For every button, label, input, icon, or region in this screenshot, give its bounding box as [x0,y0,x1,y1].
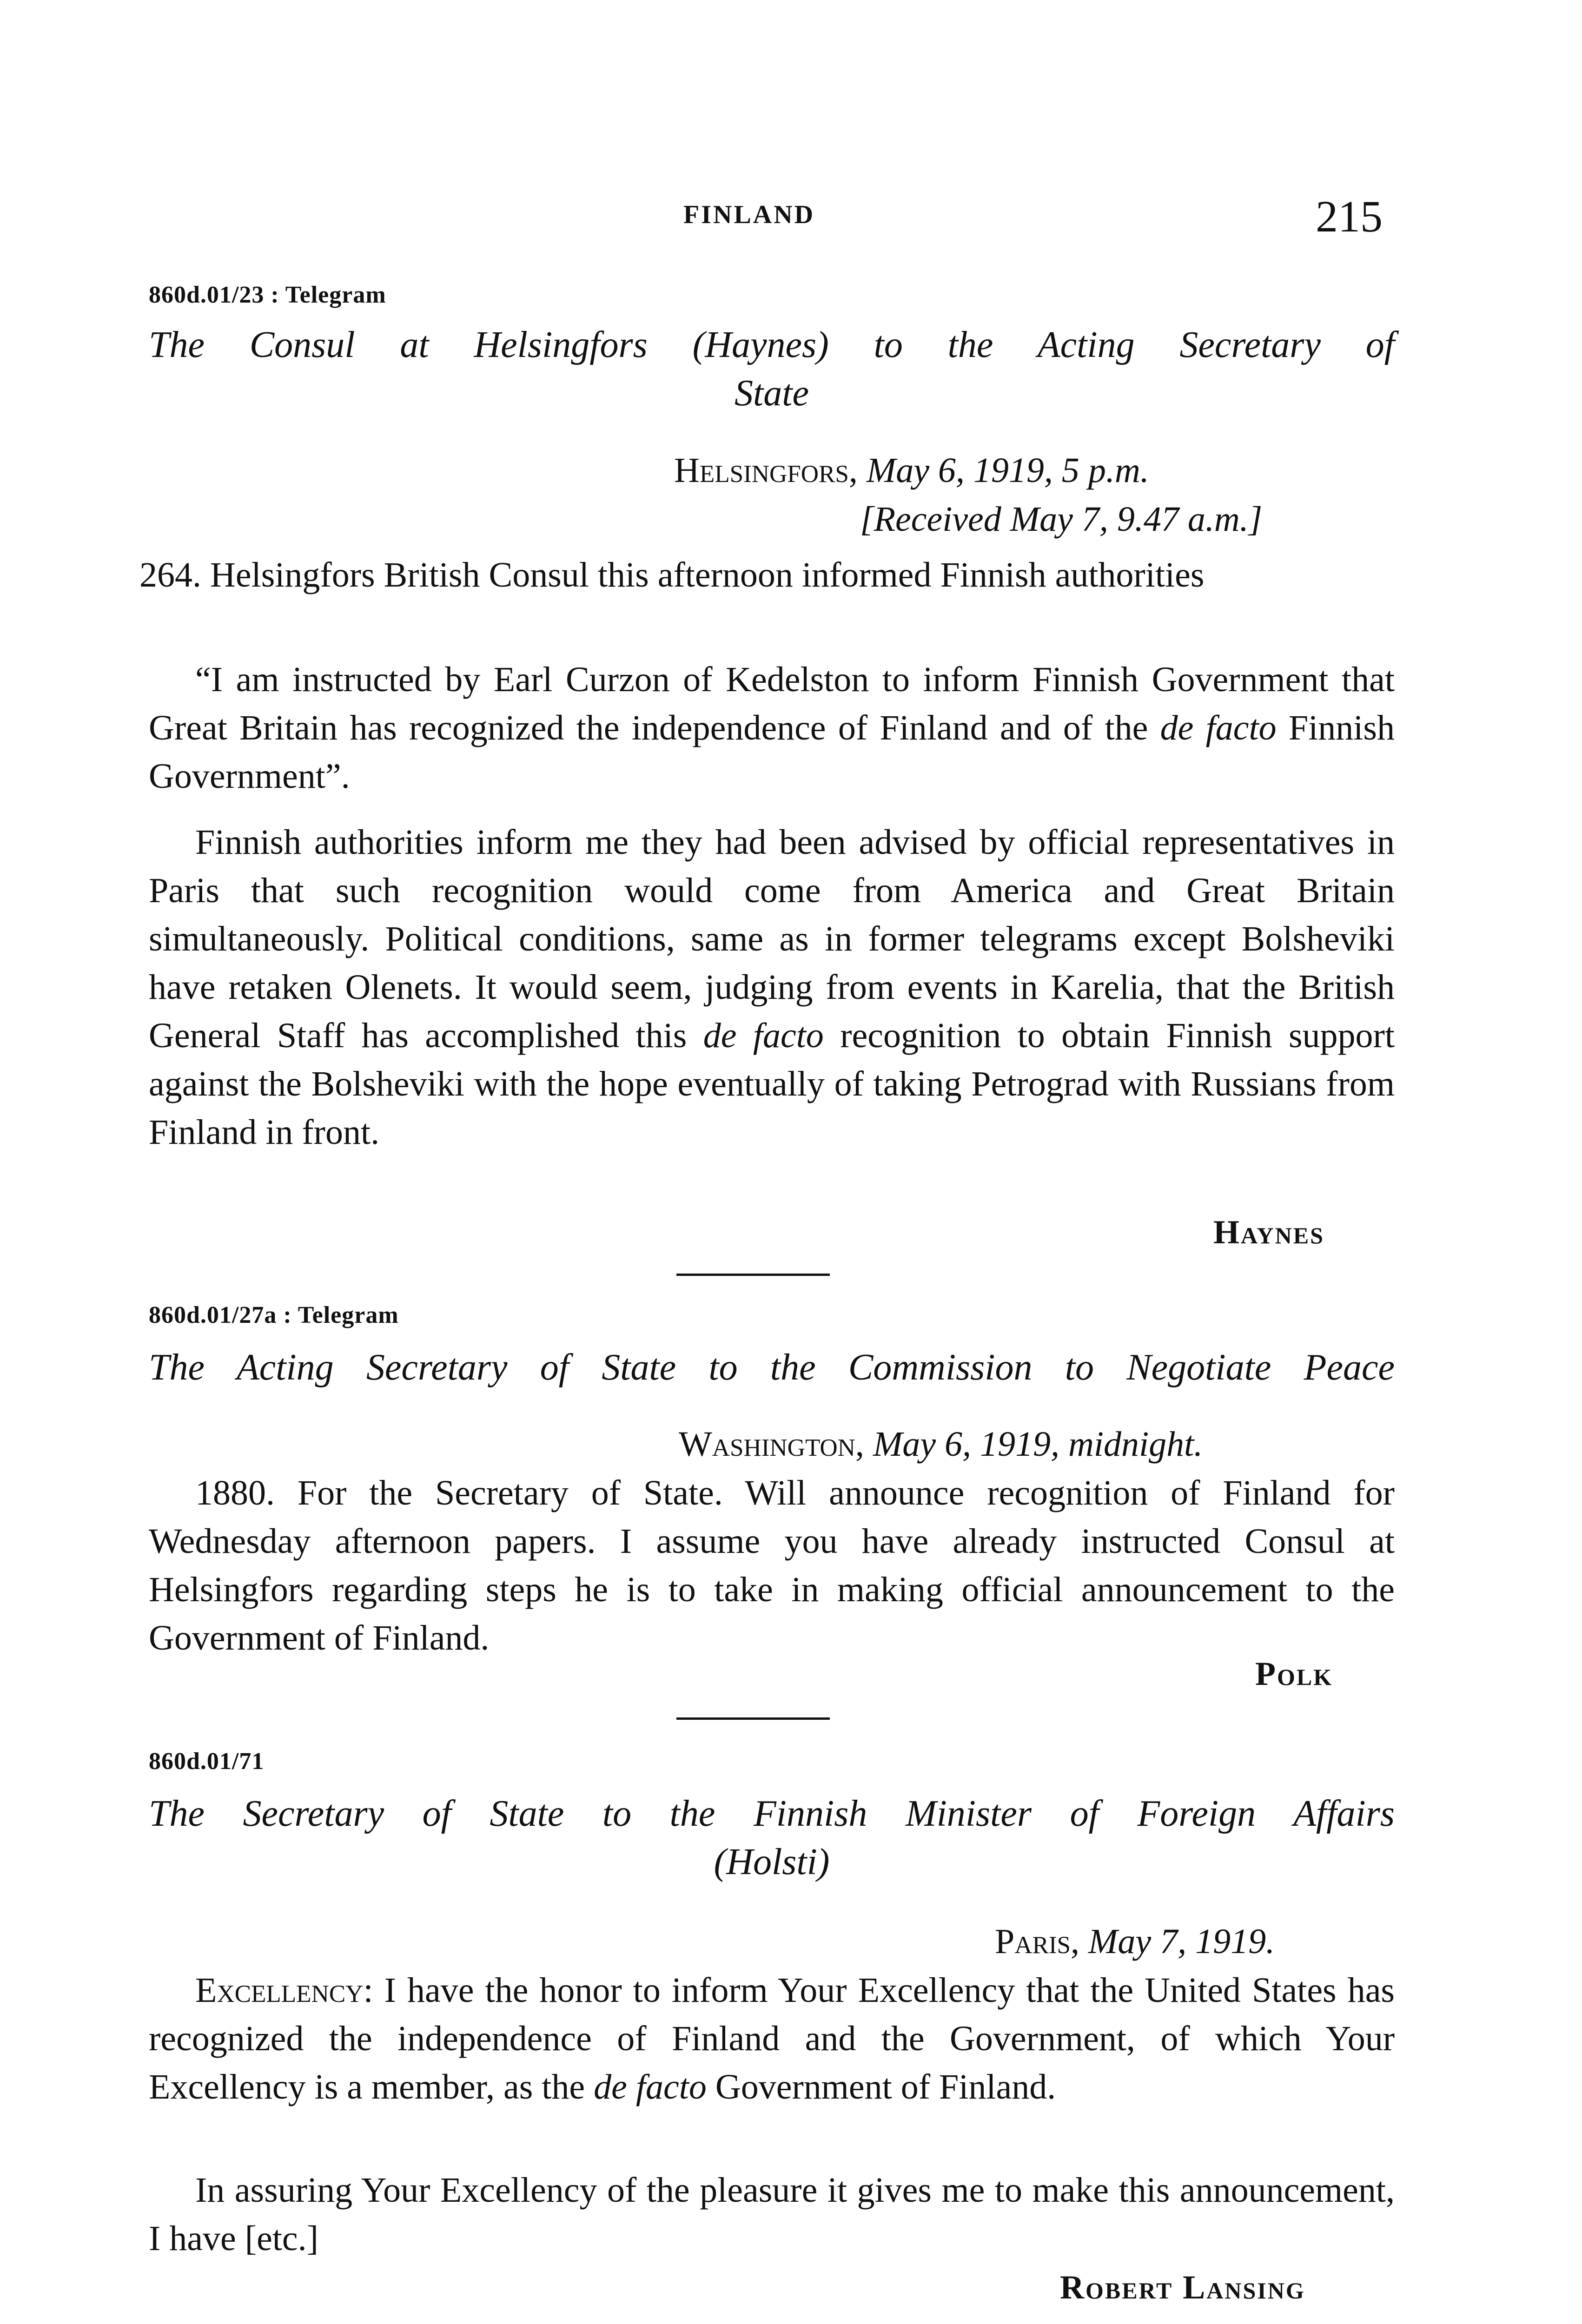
file-number: 860d.01/27a : Telegram [149,1302,399,1328]
signature: Robert Lansing [1060,2269,1305,2306]
text: Finnish Government”. [149,708,1395,796]
text: Finnish authorities inform me they had been advised by official representatives in Paris that such recognition would come from America and Great Britain simultaneously. Political conditions, same as in former telegrams except Bolsheviki have retaken Olenets. It would seem, judging from events in Karelia, that the British General Staff has accomplished this [149,823,1395,1055]
file-number: 860d.01/71 [149,1748,265,1775]
paragraph: 1880. For the Secretary of State. Will announce recognition of Finland for Wednesday afternoon papers. I assume you have already instructed Consul at Helsingfors regarding steps he is to take in making official announcement to the Government of Finland. [149,1473,1395,1657]
section-divider [676,1274,830,1276]
heading-line: (Holsti) [714,1842,830,1882]
received-date: [Received May 7, 9.47 a.m.] [860,500,1263,539]
dateline-place: Helsingfors, [674,451,858,490]
dateline [674,446,1149,495]
paragraph: In assuring Your Excellency of the pleasure it gives me to make this announcement, I have [etc.] [149,2171,1395,2258]
quoted-paragraph [149,655,1395,800]
dateline-place: Washington, [679,1425,864,1464]
dateline [679,1420,1203,1468]
signature: Haynes [1213,1214,1324,1251]
emphasis: de facto [594,2067,707,2106]
dateline-place: Paris, [995,1922,1080,1961]
paragraph: 264. Helsingfors British Consul this afternoon informed Finnish authorities [139,555,1205,594]
text: “I am instructed by Earl Curzon of Kedelston to inform Finnish Government that Great Britain has recognized the independence of Finland and of the [149,660,1395,747]
heading-line: The Secretary of State to the Finnish Minister of Foreign Affairs [149,1793,1395,1834]
document-heading: The Acting Secretary of State to the Commission to Negotiate Peace [149,1347,1395,1388]
emphasis: de facto [1160,708,1277,747]
salutation: Excellency: [195,1971,373,2010]
file-number: 860d.01/23 : Telegram [149,282,386,308]
emphasis: de facto [703,1016,824,1055]
received-note [860,495,1262,543]
text: I have the honor to inform Your Excellency that the United States has recognized the independence of Finland and the Government, of which Your Excellency is a member, as the [149,1971,1395,2106]
dateline-date: May 7, 1919. [1088,1922,1275,1961]
section-divider [676,1717,830,1720]
dateline-date: May 6, 1919, midnight. [873,1425,1203,1464]
text: Government of Finland. [706,2067,1056,2106]
text: recognition to obtain Finnish support against the Bolsheviki with the hope eventually of taking Petrograd with Russians from Finland in front. [149,1016,1395,1152]
heading-line: The Consul at Helsingfors (Haynes) to the Acting Secretary of [149,324,1395,365]
page-number: 215 [1316,191,1383,241]
running-head-title: FINLAND [683,200,815,229]
paragraph [149,818,1395,1156]
document-heading [149,321,1395,417]
heading-line: State [735,373,809,414]
running-head [0,191,1582,242]
document-heading [149,1789,1395,1886]
dateline-date: May 6, 1919, 5 p.m. [866,451,1149,490]
paragraph [149,1966,1395,2111]
dateline [995,1917,1275,1966]
signature: Polk [1255,1655,1333,1692]
